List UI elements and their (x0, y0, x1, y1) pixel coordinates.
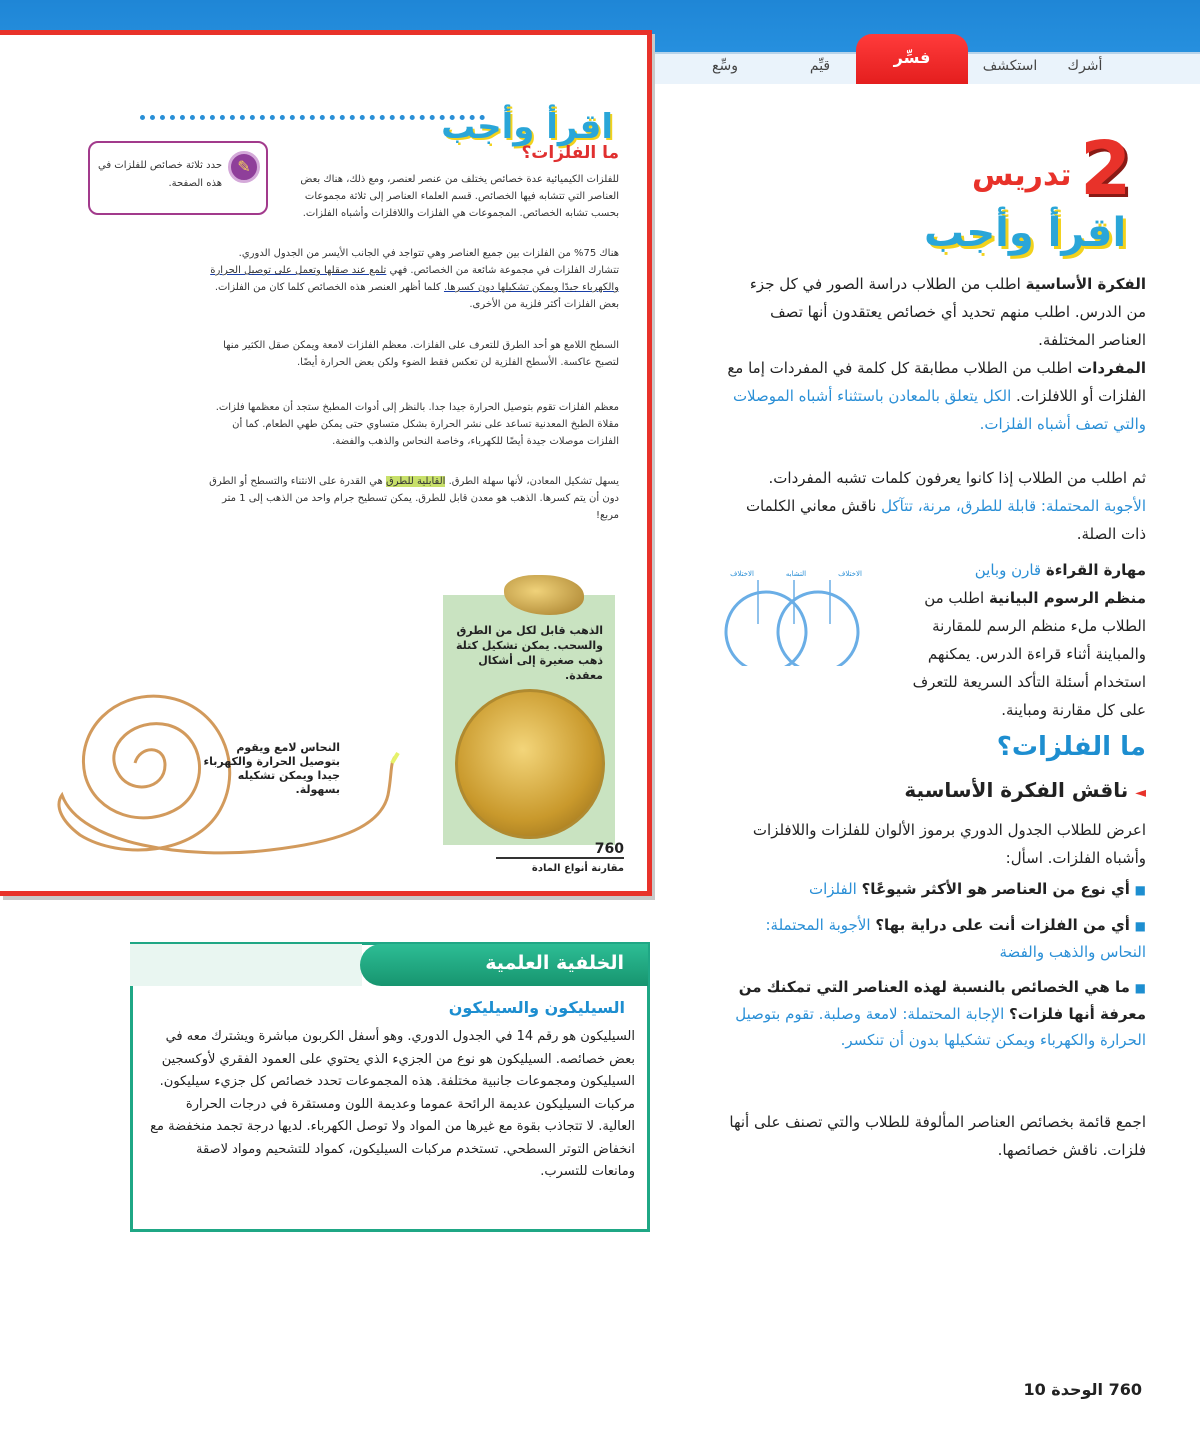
tip-box (88, 141, 268, 215)
tab-engage[interactable]: أشرك (1067, 58, 1103, 74)
answer-text: الكل يتعلق بالمعادن باستثناء أشباه الموصلات والتي تصف أشباه الفلزات. (732, 387, 1146, 433)
gold-caption: الذهب قابل لكل من الطرق والسحب. يمكن تشكيل كتلة ذهب صغيرة إلى أشكال معقدة. (455, 624, 603, 682)
title-dots (140, 115, 485, 120)
venn-diagram (718, 566, 868, 666)
student-paragraph (209, 473, 619, 524)
paragraph-text: كلما أظهر العنصر هذه الخصائص كلما كان من الفلزات. بعض الفلزات أكثر فلزية من الأخرى. (214, 282, 619, 310)
question-item (726, 974, 1146, 1053)
footer-page-number: 760 (1108, 1380, 1142, 1399)
venn-label: الاختلاف (730, 570, 754, 578)
answer-text: الإجابة المحتملة: لامعة وصلبة. تقوم بتوصيل الحرارة والكهرباء ويمكن تشكيلها بدون أن تنكسر. (735, 1005, 1146, 1049)
question-text: أي نوع من العناصر هو الأكثر شيوعًا؟ (861, 880, 1130, 898)
teacher-paragraph: اجمع قائمة بخصائص العناصر المألوفة للطلاب والتي تصنف على أنها فلزات. ناقش خصائصها. (729, 1113, 1146, 1159)
paragraph-text: اطلب من الطلاب دراسة الصور في كل جزء من الدرس. اطلب منهم تحديد أي خصائص يعتقدون أنها تصف العناصر المختلفة. (749, 275, 1146, 349)
background-subheading: السيليكون والسيليكون (448, 998, 625, 1017)
gold-coin-image (455, 689, 605, 839)
teacher-paragraph (726, 354, 1146, 438)
triangle-arrow-icon: ◄ (1135, 785, 1146, 801)
student-paragraph: للفلزات الكيميائية عدة خصائص يختلف من عنصر لعنصر، ومع ذلك، هناك بعض العناصر التي تتشابه فيها الخصائص. قسم العلماء العناصر إلى ثلاثة مجموعات بحسب تشابه الخصائص. المجموعات هي الفلزات واللافلزات وأشباه الفلزات. (300, 174, 619, 219)
paragraph-text: اطلب من الطلاب مطابقة كل كلمة في المفردات إما مع الفلزات أو اللافلزات. (727, 359, 1146, 405)
paragraph-text: هي القدرة على الانثناء والتسطح أو الطرق دون أن يتم كسرها. الذهب هو معدن قابل للطرق. يمكن تسطيح جرام واحد من الذهب إلى 1 متر مربع! (209, 476, 619, 521)
student-page (0, 30, 652, 896)
student-paragraph: السطح اللامع هو أحد الطرق للتعرف على الفلزات. معظم الفلزات لامعة ويمكن صقل الكثير منها لتصبح عاكسة. الأسطح الفلزية لن تعكس فقط الضوء ولكن بعض الحرارة أيضًا. (223, 340, 619, 368)
background-text: السيليكون هو رقم 14 في الجدول الدوري. وهو أسفل الكربون مباشرة ويشترك معه في بعض خصائصه. السيليكون هو نوع من الجزيء الذي يحتوي على العمود الفقري لأوكسجين السيليكون ومجموعات جانبية مختلفة. هذه المجموعات تحدد خصائص كل جزيء سيليكون. مركبات السيليكون عديمة الرائحة عموما وعديمة اللون ومستقرة في درجات الحرارة العالية. لا تتجاذب بقوة مع غيرها من المواد ولا توصل الكهرباء. لديها درجة تجمد منخفضة مع انخفاض التوتر السطحي. تستخدم مركبات السيليكون، كمواد للتشحيم ومواد لاصقة ومانعات للتسرب. (150, 1029, 635, 1179)
highlighted-term: القابلية للطرق (386, 476, 446, 487)
venn-label: الاختلاف (838, 570, 862, 578)
subheading-text: ناقش الفكرة الأساسية (904, 778, 1129, 802)
answer-text: الأجوبة المحتملة: النحاس والذهب والفضة (765, 916, 1146, 961)
header-strip (130, 944, 362, 986)
student-footer: مقارنة أنواع المادة (531, 863, 624, 874)
question-text: ما هي الخصائص بالنسبة لهذه العناصر التي تمكنك من معرفة أنها فلزات؟ (738, 978, 1146, 1023)
background-header: الخلفية العلمية (360, 944, 648, 986)
footer-unit: الوحدة 10 (1023, 1380, 1104, 1399)
paragraph-label: المفردات (1077, 359, 1146, 377)
tab-explain[interactable]: فسِّر (856, 34, 968, 84)
paragraph-text: ناقش معاني الكلمات ذات الصلة. (745, 497, 1146, 543)
question-item (726, 876, 1146, 903)
teacher-paragraph (896, 556, 1146, 724)
step-number: 2 (1080, 126, 1132, 212)
square-bullet-icon: ■ (1134, 883, 1146, 897)
paragraph-text: يسهل تشكيل المعادن، لأنها سهلة الطرق. (448, 476, 619, 487)
tab-evaluate[interactable]: قيِّم (809, 58, 831, 74)
copper-caption: النحاس لامع ويقوم بتوصيل الحرارة والكهرباء جيدا ويمكن تشكيله بسهولة. (203, 741, 340, 796)
paragraph-text: ثم اطلب من الطلاب إذا كانوا يعرفون كلمات تشبه المفردات. (768, 469, 1146, 487)
question-text: أي من الفلزات أنت على دراية بها؟ (875, 916, 1130, 934)
section-title: اقرأ وأجب (924, 210, 1127, 256)
venn-label: التشابه (785, 570, 807, 578)
skill-name: قارن وباين (974, 561, 1042, 579)
question-item (726, 912, 1146, 965)
paragraph-text: هناك 75% من الفلزات بين جميع العناصر وهي تتواجد في الجانب الأيسر من الجدول الدوري. تتشارك الفلزات في مجموعة شائعة من الخصائص. فهي (238, 248, 619, 276)
answer-text: الأجوبة المحتملة: قابلة للطرق، مرنة، تتآكل (881, 497, 1146, 515)
tip-text: حدد ثلاثة خصائص للفلزات في هذه الصفحة. (98, 160, 222, 189)
student-heading: ما الفلزات؟ (521, 143, 619, 163)
underlined-text: تلمع عند صقلها وتعمل على توصيل الحرارة والكهرباء جيدًا ويمكن تشكيلها دون كسرها. (210, 265, 619, 293)
tab-explore[interactable]: استكشف (982, 58, 1038, 74)
page-footer (1023, 1380, 1142, 1399)
teacher-paragraph (726, 464, 1146, 548)
student-page-number: 760 (496, 841, 624, 859)
paragraph-label: مهارة القراءة (1045, 561, 1146, 579)
square-bullet-icon: ■ (1134, 981, 1146, 995)
teacher-subheading (904, 778, 1146, 802)
paragraph-label: الفكرة الأساسية (1025, 275, 1146, 293)
student-title: اقرأ وأجب (441, 107, 613, 147)
teacher-heading: ما الفلزات؟ (996, 732, 1146, 762)
step-label: تدريس (972, 158, 1072, 193)
tab-extend[interactable]: وسِّع (712, 58, 738, 74)
teacher-paragraph: اعرض للطلاب الجدول الدوري برموز الألوان للفلزات واللافلزات وأشباه الفلزات. اسأل: (752, 821, 1146, 867)
answer-text: الفلزات (808, 880, 857, 898)
student-paragraph (209, 245, 619, 313)
paragraph-label: منظم الرسوم البيانية (989, 589, 1146, 607)
square-bullet-icon: ■ (1134, 919, 1146, 933)
pencil-icon: ✎ (228, 151, 260, 183)
student-paragraph: معظم الفلزات تقوم بتوصيل الحرارة جيدا جدا. بالنظر إلى أدوات المطبخ ستجد أن معظمها فلزات. مقلاة الطبخ المعدنية تساعد على نشر الحرارة بشكل متساوي حتى يمكن طهي الطعام. كما أن الفلزات موصلات جيدة أيضًا للكهرباء، وخاصة النحاس والذهب والفضة. (215, 402, 619, 447)
paragraph-text: اطلب من الطلاب ملء منظم الرسم للمقارنة والمباينة أثناء قراءة الدرس. يمكنهم استخدام أسئلة التأكد السريعة للتعرف على كل مقارنة ومباينة. (912, 589, 1146, 719)
teacher-paragraph (726, 270, 1146, 354)
